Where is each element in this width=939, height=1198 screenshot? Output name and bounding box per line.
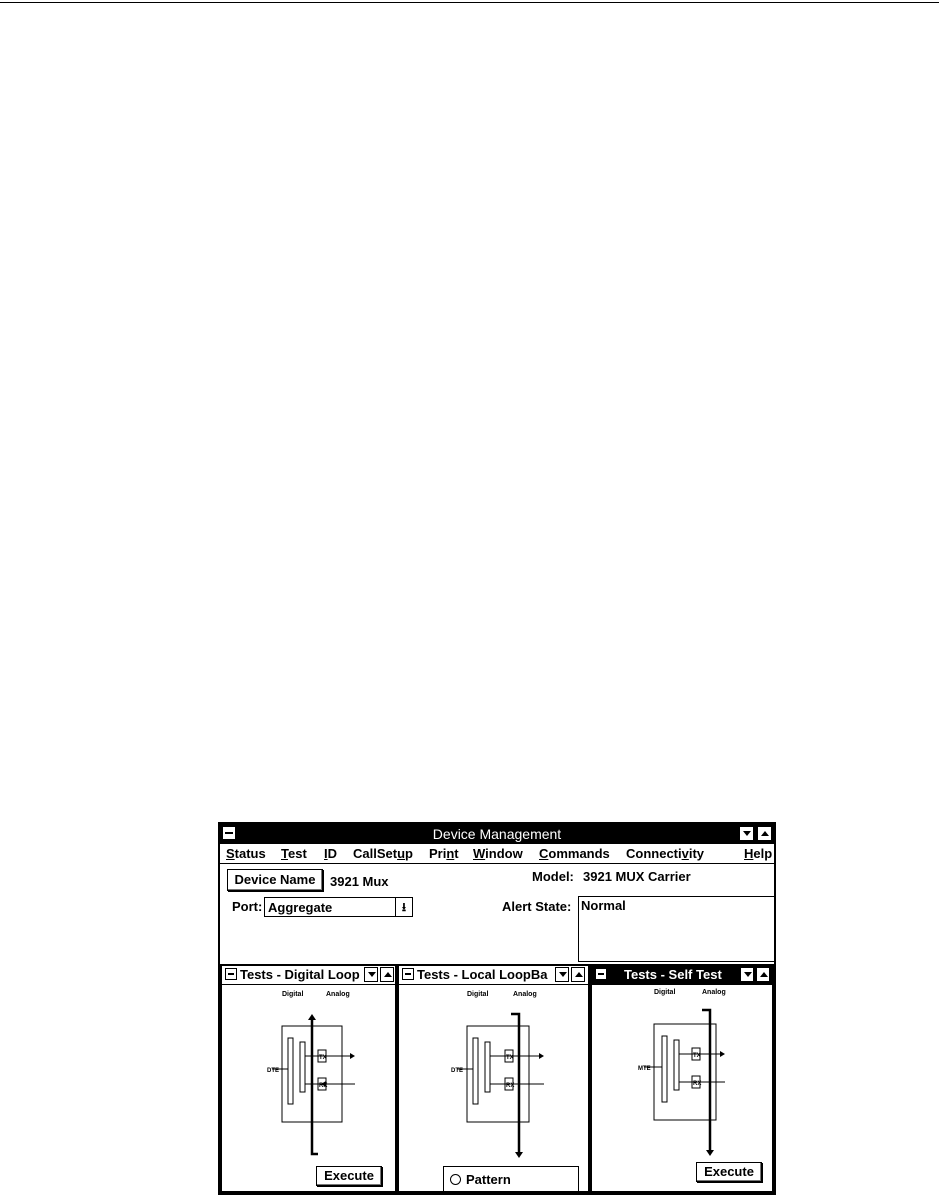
diagram-tx-label: TX: [319, 1055, 327, 1061]
pane-local-loopback: [397, 964, 590, 1193]
alert-state-box: [578, 896, 776, 962]
menu-print[interactable]: Print: [429, 846, 459, 861]
maximize-arrow-icon: [760, 972, 768, 977]
menu-help[interactable]: Help: [744, 846, 773, 861]
diagram-rx-label: RX: [319, 1083, 328, 1089]
pane-minimize-button[interactable]: [555, 967, 569, 982]
pane-maximize-button[interactable]: [756, 967, 770, 982]
pane-title: Tests - Digital Loop: [240, 967, 360, 982]
device-name-value: 3921 Mux: [330, 874, 389, 889]
diagram-tx-label: TX: [693, 1053, 701, 1059]
diagram-digital-label: Digital: [282, 991, 304, 998]
menu-status[interactable]: Status: [226, 846, 266, 861]
maximize-arrow-icon: [575, 972, 583, 977]
diagram-einmux-block: [662, 1036, 667, 1102]
diagram-rx-label: RX: [693, 1081, 702, 1087]
pane-system-menu-icon[interactable]: [225, 968, 237, 980]
pane-title-bar: [222, 966, 395, 985]
minimize-arrow-icon: [744, 972, 752, 977]
execute-button[interactable]: Execute: [696, 1162, 762, 1182]
pane-maximize-button[interactable]: [571, 967, 585, 982]
pane-system-menu-icon[interactable]: [595, 968, 607, 980]
diagram-tx-label: TX: [506, 1055, 514, 1061]
diagram-einmux-block: [473, 1038, 478, 1104]
minimize-arrow-icon: [368, 972, 376, 977]
pattern-radio[interactable]: [450, 1174, 461, 1185]
diagram-bert-block: [300, 1042, 305, 1092]
execute-button[interactable]: Execute: [316, 1166, 382, 1186]
maximize-arrow-icon: [761, 831, 769, 836]
pane-minimize-button[interactable]: [364, 967, 378, 982]
diagram-rx-label: RX: [506, 1083, 515, 1089]
port-select[interactable]: [264, 897, 413, 917]
minimize-arrow-icon: [743, 831, 751, 836]
menu-window[interactable]: Window: [473, 846, 523, 861]
diagram-analog-label: Analog: [513, 991, 537, 998]
pane-digital-loop: [220, 964, 397, 1193]
menu-test[interactable]: Test: [281, 846, 307, 861]
diagram-frame: [654, 1024, 716, 1120]
diagram-dte-label: DTE: [451, 1068, 463, 1074]
pane-title: Tests - Self Test: [624, 967, 722, 982]
diagram-bert-block: [485, 1042, 490, 1092]
diagram-digital-label: Digital: [467, 991, 489, 998]
diagram-digital-label: Digital: [654, 989, 676, 996]
pane-minimize-button[interactable]: [740, 967, 754, 982]
diagram-bert-block: [674, 1040, 679, 1090]
alert-state-value: Normal: [581, 898, 626, 913]
port-label: Port:: [232, 899, 263, 914]
device-name-button[interactable]: Device Name: [227, 869, 323, 891]
pane-maximize-button[interactable]: [380, 967, 394, 982]
menu-bar: [220, 844, 774, 864]
menu-commands[interactable]: Commands: [539, 846, 610, 861]
pane-system-menu-icon[interactable]: [402, 968, 414, 980]
pattern-option-box[interactable]: [443, 1166, 579, 1192]
model-label: Model:: [532, 869, 574, 884]
maximize-button[interactable]: [757, 826, 772, 841]
diagram-analog-label: Analog: [702, 989, 726, 996]
menu-id[interactable]: ID: [324, 846, 338, 861]
model-value: 3921 MUX Carrier: [583, 869, 691, 884]
digital-loop-diagram: [222, 986, 395, 1193]
page-top-rule: [0, 2, 939, 3]
window-title: Device Management: [432, 826, 562, 842]
maximize-arrow-icon: [384, 972, 392, 977]
minimize-button[interactable]: [739, 826, 754, 841]
title-bar: [220, 824, 774, 844]
local-loopback-diagram: [399, 986, 588, 1193]
diagram-mte-label: MTE: [638, 1066, 651, 1072]
menu-connectivity[interactable]: Connectivity: [626, 846, 705, 861]
menu-callsetup[interactable]: CallSetup: [353, 846, 413, 861]
pattern-radio-label: Pattern: [466, 1172, 511, 1187]
diagram-dte-label: DTE: [267, 1068, 279, 1074]
port-select-value: Aggregate: [268, 900, 333, 915]
pane-title-bar: [592, 966, 772, 985]
pane-title: Tests - Local LoopBa: [417, 967, 548, 982]
pane-title-bar: [399, 966, 588, 985]
alert-state-label: Alert State:: [502, 899, 572, 914]
diagram-einmux-block: [288, 1038, 293, 1104]
pane-self-test: [590, 964, 774, 1193]
diagram-analog-label: Analog: [326, 991, 350, 998]
device-management-window: [218, 822, 776, 1195]
minimize-arrow-icon: [559, 972, 567, 977]
dropdown-arrow-icon[interactable]: ⭳: [395, 898, 412, 916]
